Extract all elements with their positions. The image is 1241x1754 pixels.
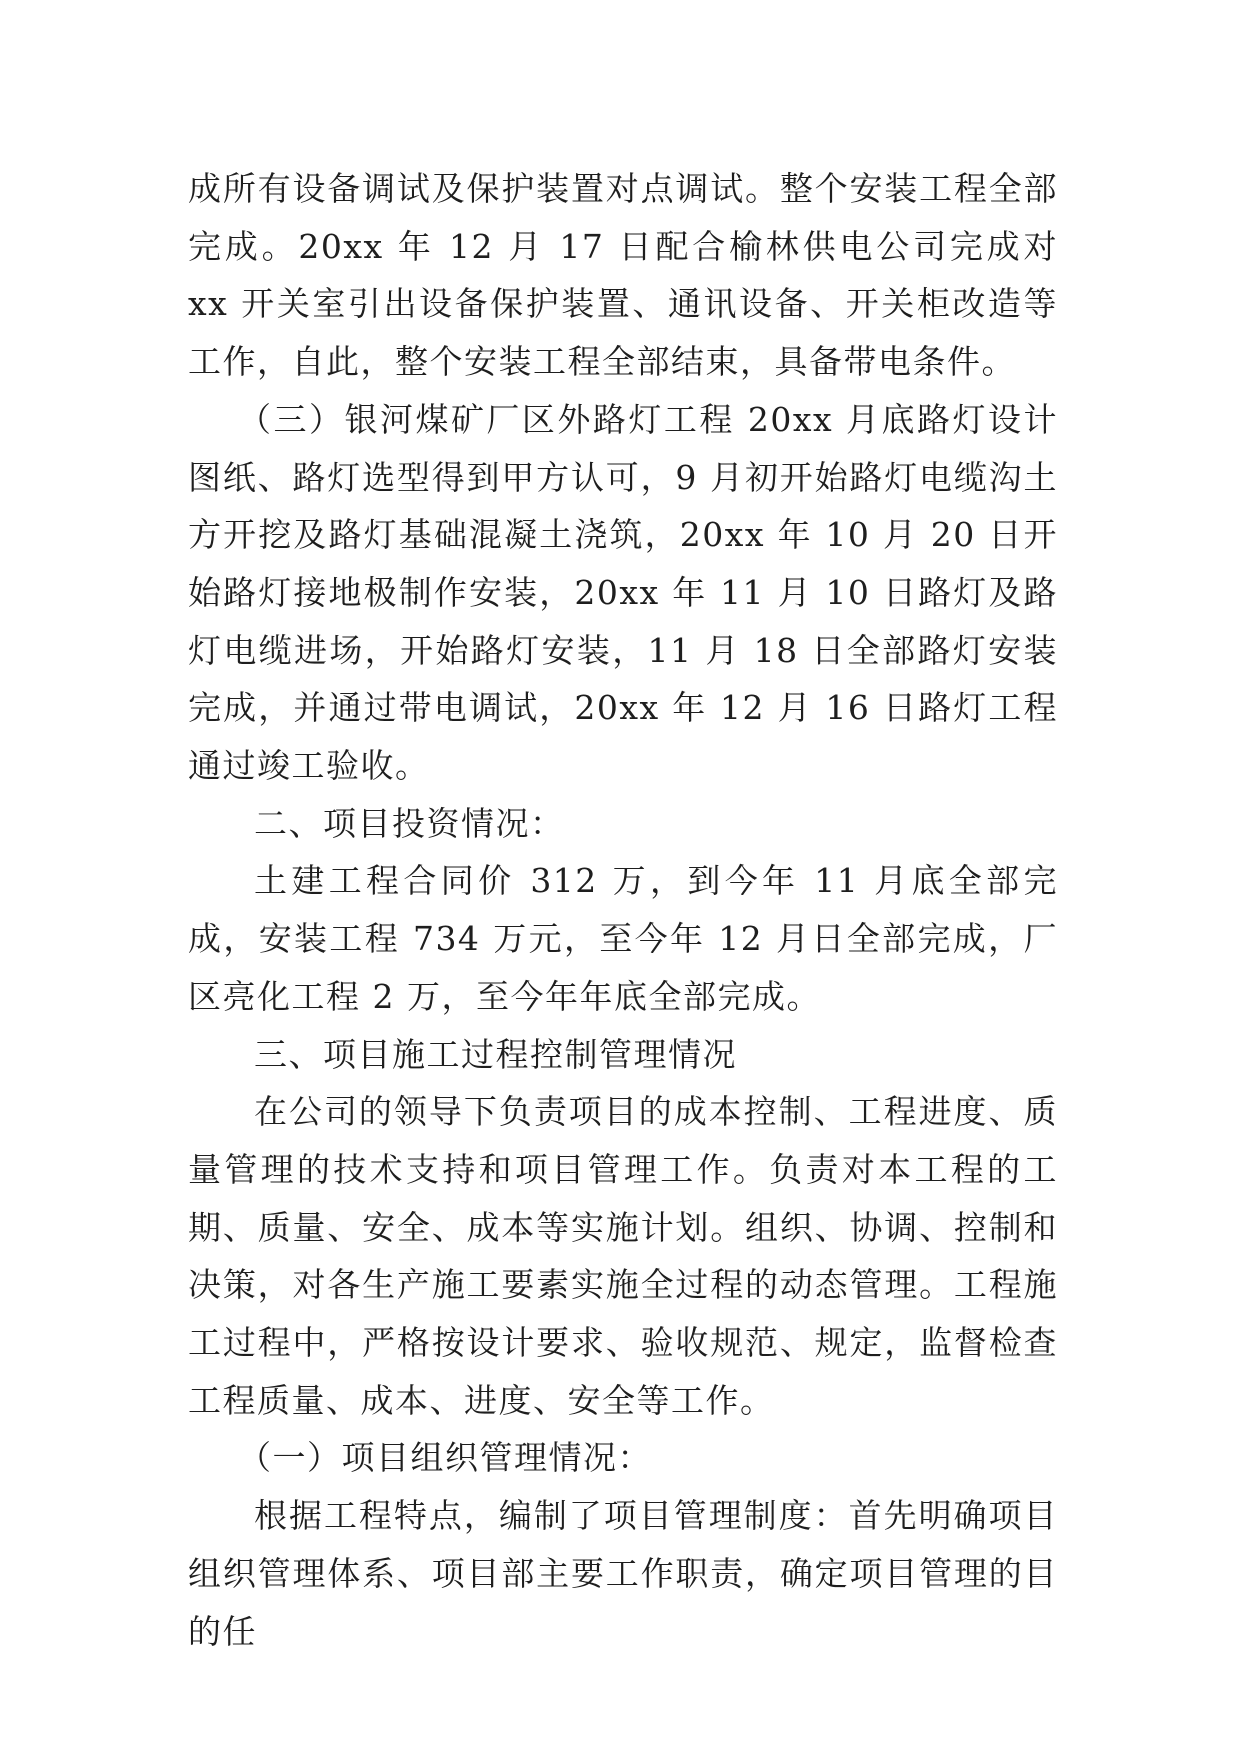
paragraph-street-lighting-project: （三）银河煤矿厂区外路灯工程 20xx 月底路灯设计图纸、路灯选型得到甲方认可，9 月初开始路灯电缆沟土方开挖及路灯基础混凝土浇筑，20xx 年 10 月 20 日开始路灯接地极制作安装，20xx 年 11 月 10 日路灯及路灯电缆进场，开始路灯安装，11 月 18 日全部路灯安装完成，并通过带电调试，20xx 年 12 月 16 日路灯工程通过竣工验收。 bbox=[188, 399, 1058, 786]
heading-organization-management: （一）项目组织管理情况： bbox=[238, 1438, 652, 1478]
paragraph-management-responsibilities: 在公司的领导下负责项目的成本控制、工程进度、质量管理的技术支持和项目管理工作。负责对本工程的工期、质量、安全、成本等实施计划。组织、协调、控制和决策，对各生产施工要素实施全过程的动态管理。工程施工过程中，严格按设计要求、验收规范、规定，监督检查工程质量、成本、进度、安全等工作。 bbox=[188, 1092, 1058, 1420]
heading-process-control: 三、项目施工过程控制管理情况 bbox=[254, 1034, 737, 1074]
paragraph-installation-completion: 成所有设备调试及保护装置对点调试。整个安装工程全部完成。20xx 年 12 月 17 日配合榆林供电公司完成对 xx 开关室引出设备保护装置、通讯设备、开关柜改造等工作，自此，整个安装工程全部结束，具备带电条件。 bbox=[188, 169, 1058, 382]
heading-project-investment: 二、项目投资情况： bbox=[254, 803, 565, 843]
document-body bbox=[188, 160, 1058, 1660]
paragraph-investment-details: 土建工程合同价 312 万，到今年 11 月底全部完成，安装工程 734 万元，至今年 12 月日全部完成，厂区亮化工程 2 万，至今年年底全部完成。 bbox=[188, 861, 1058, 1016]
paragraph-management-system: 根据工程特点，编制了项目管理制度：首先明确项目组织管理体系、项目部主要工作职责，确定项目管理的目的任 bbox=[188, 1496, 1058, 1651]
